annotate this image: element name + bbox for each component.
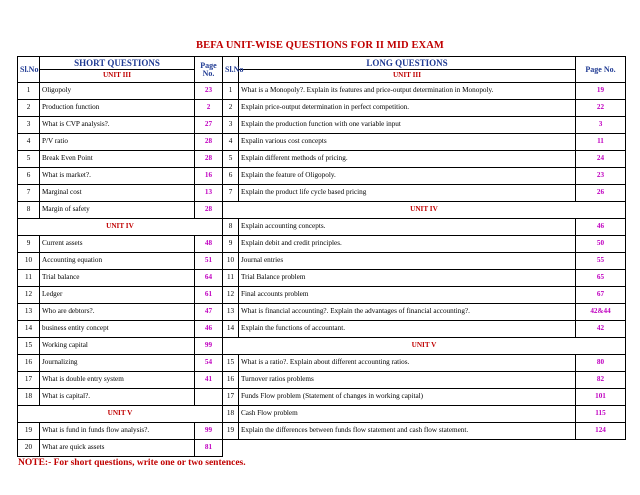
long-empty-cell: [223, 440, 626, 457]
table-row: [18, 219, 626, 236]
short-page-number: 51: [195, 253, 223, 270]
short-page-number: 28: [195, 202, 223, 219]
short-question-text: Break Even Point: [40, 151, 195, 168]
long-sl-no: 9: [223, 236, 239, 253]
short-page-number: 28: [195, 134, 223, 151]
header-short-questions: SHORT QUESTIONS: [40, 57, 195, 70]
short-sl-no: 8: [18, 202, 40, 219]
header-row: [18, 57, 626, 70]
header-page-no-long: Page No.: [576, 57, 626, 83]
long-sl-no: 2: [223, 100, 239, 117]
short-sl-no: 9: [18, 236, 40, 253]
long-page-number: 24: [576, 151, 626, 168]
short-page-number: 64: [195, 270, 223, 287]
unit-header-row: [18, 70, 626, 83]
long-unit-heading: UNIT V: [223, 338, 626, 355]
long-page-number: 42&44: [576, 304, 626, 321]
short-question-text: What is capital?.: [40, 389, 195, 406]
header-long-questions: LONG QUESTIONS: [239, 57, 576, 70]
table-row: [18, 338, 626, 355]
short-page-number: 48: [195, 236, 223, 253]
long-question-text: Explain debit and credit principles.: [239, 236, 576, 253]
long-sl-no: 12: [223, 287, 239, 304]
short-question-text: Production function: [40, 100, 195, 117]
long-sl-no: 19: [223, 423, 239, 440]
table-row: [18, 372, 626, 389]
unit-heading-long: UNIT III: [239, 70, 576, 83]
table-row: [18, 253, 626, 270]
table-row: [18, 202, 626, 219]
long-page-number: 115: [576, 406, 626, 423]
long-question-text: Trial Balance problem: [239, 270, 576, 287]
short-question-text: Accounting equation: [40, 253, 195, 270]
short-page-number: 81: [195, 440, 223, 457]
long-sl-no: 11: [223, 270, 239, 287]
short-sl-no: 10: [18, 253, 40, 270]
long-sl-no: 17: [223, 389, 239, 406]
table-row: [18, 423, 626, 440]
long-sl-no: 6: [223, 168, 239, 185]
long-sl-no: 7: [223, 185, 239, 202]
long-page-number: 3: [576, 117, 626, 134]
short-sl-no: 6: [18, 168, 40, 185]
short-page-number: 13: [195, 185, 223, 202]
header-sl-no-long: Sl.No: [223, 57, 239, 83]
long-question-text: Explain accounting concepts.: [239, 219, 576, 236]
short-question-text: Working capital: [40, 338, 195, 355]
long-page-number: 22: [576, 100, 626, 117]
long-page-number: 67: [576, 287, 626, 304]
short-sl-no: 4: [18, 134, 40, 151]
short-question-text: Current assets: [40, 236, 195, 253]
long-question-text: Explain the production function with one variable input: [239, 117, 576, 134]
short-question-text: What is CVP analysis?.: [40, 117, 195, 134]
long-page-number: 42: [576, 321, 626, 338]
short-sl-no: 15: [18, 338, 40, 355]
long-sl-no: 8: [223, 219, 239, 236]
table-row: [18, 134, 626, 151]
header-page-no-line2: No.: [202, 68, 215, 78]
short-sl-no: 3: [18, 117, 40, 134]
long-question-text: Explain the differences between funds flow statement and cash flow statement.: [239, 423, 576, 440]
header-sl-no-short: Sl.No: [18, 57, 40, 83]
long-question-text: Turnover ratios problems: [239, 372, 576, 389]
table-row: [18, 83, 626, 100]
short-question-text: Margin of safety: [40, 202, 195, 219]
long-sl-no: 13: [223, 304, 239, 321]
table-row: [18, 270, 626, 287]
short-sl-no: 7: [18, 185, 40, 202]
long-question-text: Explain price-output determination in perfect competition.: [239, 100, 576, 117]
long-sl-no: 3: [223, 117, 239, 134]
table-row: [18, 151, 626, 168]
header-page-no-short: [195, 57, 223, 83]
long-sl-no: 18: [223, 406, 239, 423]
table-row: [18, 287, 626, 304]
questions-table: [17, 56, 626, 457]
long-page-number: 80: [576, 355, 626, 372]
short-question-text: Who are debtors?.: [40, 304, 195, 321]
short-page-number: 23: [195, 83, 223, 100]
short-sl-no: 20: [18, 440, 40, 457]
long-question-text: What is a ratio?. Explain about different accounting ratios.: [239, 355, 576, 372]
short-page-number: 47: [195, 304, 223, 321]
long-question-text: Funds Flow problem (Statement of changes in working capital): [239, 389, 576, 406]
long-question-text: What is financial accounting?. Explain the advantages of financial accounting?.: [239, 304, 576, 321]
table-row: [18, 321, 626, 338]
table-row: [18, 389, 626, 406]
long-question-text: What is a Monopoly?. Explain its features and price-output determination in Monopoly.: [239, 83, 576, 100]
short-question-text: business entity concept: [40, 321, 195, 338]
long-sl-no: 15: [223, 355, 239, 372]
table-row: [18, 117, 626, 134]
long-page-number: 101: [576, 389, 626, 406]
long-sl-no: 5: [223, 151, 239, 168]
long-page-number: 23: [576, 168, 626, 185]
short-question-text: Trial balance: [40, 270, 195, 287]
long-question-text: Explain the product life cycle based pricing: [239, 185, 576, 202]
long-question-text: Expalin various cost concepts: [239, 134, 576, 151]
long-question-text: Final accounts problem: [239, 287, 576, 304]
table-row: [18, 440, 626, 457]
short-sl-no: 19: [18, 423, 40, 440]
long-question-text: Explain the functions of accountant.: [239, 321, 576, 338]
table-row: [18, 304, 626, 321]
short-page-number: 54: [195, 355, 223, 372]
long-page-number: 124: [576, 423, 626, 440]
page-title: BEFA UNIT-WISE QUESTIONS FOR II MID EXAM: [196, 40, 444, 51]
long-unit-heading: UNIT IV: [223, 202, 626, 219]
long-sl-no: 1: [223, 83, 239, 100]
short-sl-no: 5: [18, 151, 40, 168]
short-sl-no: 18: [18, 389, 40, 406]
long-sl-no: 4: [223, 134, 239, 151]
note-text: NOTE:- For short questions, write one or two sentences.: [18, 458, 246, 468]
long-sl-no: 14: [223, 321, 239, 338]
short-page-number: [195, 389, 223, 406]
short-question-text: Journalizing: [40, 355, 195, 372]
long-sl-no: 16: [223, 372, 239, 389]
short-question-text: P/V ratio: [40, 134, 195, 151]
header-page-no-line1: Page: [200, 60, 217, 70]
table-row: [18, 100, 626, 117]
long-question-text: Journal entries: [239, 253, 576, 270]
short-sl-no: 11: [18, 270, 40, 287]
table-row: [18, 406, 626, 423]
long-question-text: Explain different methods of pricing.: [239, 151, 576, 168]
short-question-text: Marginal cost: [40, 185, 195, 202]
short-question-text: Ledger: [40, 287, 195, 304]
short-sl-no: 12: [18, 287, 40, 304]
short-question-text: What is fund in funds flow analysis?.: [40, 423, 195, 440]
long-page-number: 11: [576, 134, 626, 151]
short-page-number: 41: [195, 372, 223, 389]
long-question-text: Cash Flow problem: [239, 406, 576, 423]
long-page-number: 26: [576, 185, 626, 202]
long-page-number: 55: [576, 253, 626, 270]
long-page-number: 19: [576, 83, 626, 100]
unit-heading-short: UNIT III: [40, 70, 195, 83]
short-page-number: 99: [195, 423, 223, 440]
long-page-number: 65: [576, 270, 626, 287]
short-question-text: Oligopoly: [40, 83, 195, 100]
long-page-number: 82: [576, 372, 626, 389]
long-sl-no: 10: [223, 253, 239, 270]
long-page-number: 46: [576, 219, 626, 236]
table-row: [18, 236, 626, 253]
short-unit-heading: UNIT V: [18, 406, 223, 423]
short-page-number: 27: [195, 117, 223, 134]
table-row: [18, 355, 626, 372]
short-question-text: What is double entry system: [40, 372, 195, 389]
table-row: [18, 168, 626, 185]
short-sl-no: 1: [18, 83, 40, 100]
table-row: [18, 185, 626, 202]
short-sl-no: 2: [18, 100, 40, 117]
short-question-text: What are quick assets: [40, 440, 195, 457]
short-sl-no: 13: [18, 304, 40, 321]
short-sl-no: 16: [18, 355, 40, 372]
short-page-number: 16: [195, 168, 223, 185]
short-page-number: 46: [195, 321, 223, 338]
short-page-number: 61: [195, 287, 223, 304]
short-page-number: 28: [195, 151, 223, 168]
short-page-number: 99: [195, 338, 223, 355]
long-question-text: Explain the feature of Oligopoly.: [239, 168, 576, 185]
short-sl-no: 17: [18, 372, 40, 389]
long-page-number: 50: [576, 236, 626, 253]
short-sl-no: 14: [18, 321, 40, 338]
short-question-text: What is market?.: [40, 168, 195, 185]
short-unit-heading: UNIT IV: [18, 219, 223, 236]
short-page-number: 2: [195, 100, 223, 117]
